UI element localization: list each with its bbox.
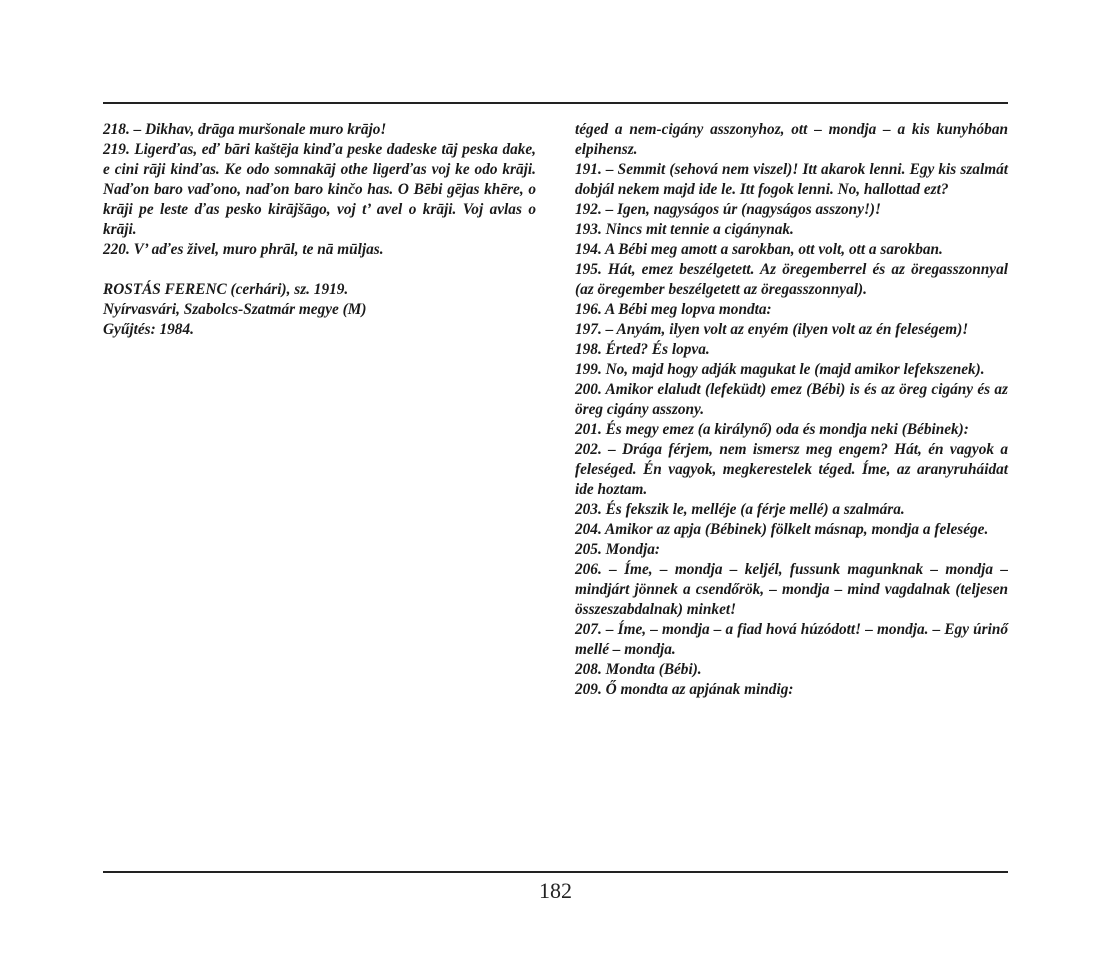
paragraph-196: 196. A Bébi meg lopva mondta: [575,301,772,318]
paragraph-194: 194. A Bébi meg amott a sarokban, ott volt, ott a sarokban. [575,241,943,258]
paragraph-200: 200. Amikor elaludt (lefeküdt) emez (Bébi) is és az öreg cigány és az öreg cigány asszony. [575,381,1008,418]
source-collection-date: Gyűjtés: 1984. [103,321,194,338]
paragraph-201: 201. És megy emez (a királynő) oda és mondja neki (Bébinek): [575,421,969,438]
paragraph-207: 207. – Íme, – mondja – a fiad hová húzódott! – mondja. – Egy úrinő mellé – mondja. [575,621,1008,658]
paragraph-202: 202. – Drága férjem, nem ismersz meg engem? Hát, én vagyok a feleséged. Én vagyok, megkerestelek téged. Íme, az aranyruháidat ide hoztam. [575,441,1008,498]
bottom-rule [103,871,1008,873]
source-location: Nyírvasvári, Szabolcs-Szatmár megye (M) [103,301,367,318]
paragraph-198: 198. Érted? És lopva. [575,341,710,358]
source-informant: ROSTÁS FERENC (cerhári), sz. 1919. [103,281,349,298]
paragraph-205: 205. Mondja: [575,541,660,558]
paragraph-209: 209. Ő mondta az apjának mindig: [575,681,794,698]
paragraph-218: 218. – Dikhav, drāga muršonale muro krājo! [103,121,387,138]
paragraph-220: 220. V’ aďes živel, muro phrāl, te nā mūljas. [103,241,384,258]
paragraph-193: 193. Nincs mit tennie a cigánynak. [575,221,794,238]
top-rule [103,102,1008,104]
paragraph-191: 191. – Semmit (sehová nem viszel)! Itt akarok lenni. Egy kis szalmát dobjál nekem majd ide le. Itt fogok lenni. No, hallottad ezt? [575,161,1008,198]
paragraph-190-continued: téged a nem-cigány asszonyhoz, ott – mondja – a kis kunyhóban elpihensz. [575,121,1008,158]
paragraph-192: 192. – Igen, nagyságos úr (nagyságos asszony!)! [575,201,881,218]
paragraph-195: 195. Hát, emez beszélgetett. Az öregemberrel és az öregasszonnyal (az öregember beszélgetett az öregasszonnyal). [575,261,1008,298]
left-column [103,120,536,340]
page-number: 182 [539,878,572,903]
paragraph-206: 206. – Íme, – mondja – keljél, fussunk magunknak – mondja – mindjárt jönnek a csendőrök, – mondja – mind vagdalnak (teljesen összeszabdalnak) minket! [575,561,1008,618]
paragraph-203: 203. És fekszik le, melléje (a férje mellé) a szalmára. [575,501,905,518]
paragraph-199: 199. No, majd hogy adják magukat le (majd amikor lefekszenek). [575,361,985,378]
right-column [575,120,1008,700]
paragraph-219: 219. Ligerďas, eď bāri kaštēja kinďa peske dadeske tāj peska dake, e cini rāji kinďas. Ke odo somnakāj othe ligerďas voj ke odo krāji. Naďon baro vaďono, naďon baro kinčo has. O Bēbi gējas khēre, o krāji pe leste ďas pesko kirājšāgo, voj t’ avel o krāji. Voj avlas o krāji. [103,141,536,238]
paragraph-204: 204. Amikor az apja (Bébinek) fölkelt másnap, mondja a felesége. [575,521,989,538]
paragraph-208: 208. Mondta (Bébi). [575,661,702,678]
paragraph-197: 197. – Anyám, ilyen volt az enyém (ilyen volt az én feleségem)! [575,321,969,338]
